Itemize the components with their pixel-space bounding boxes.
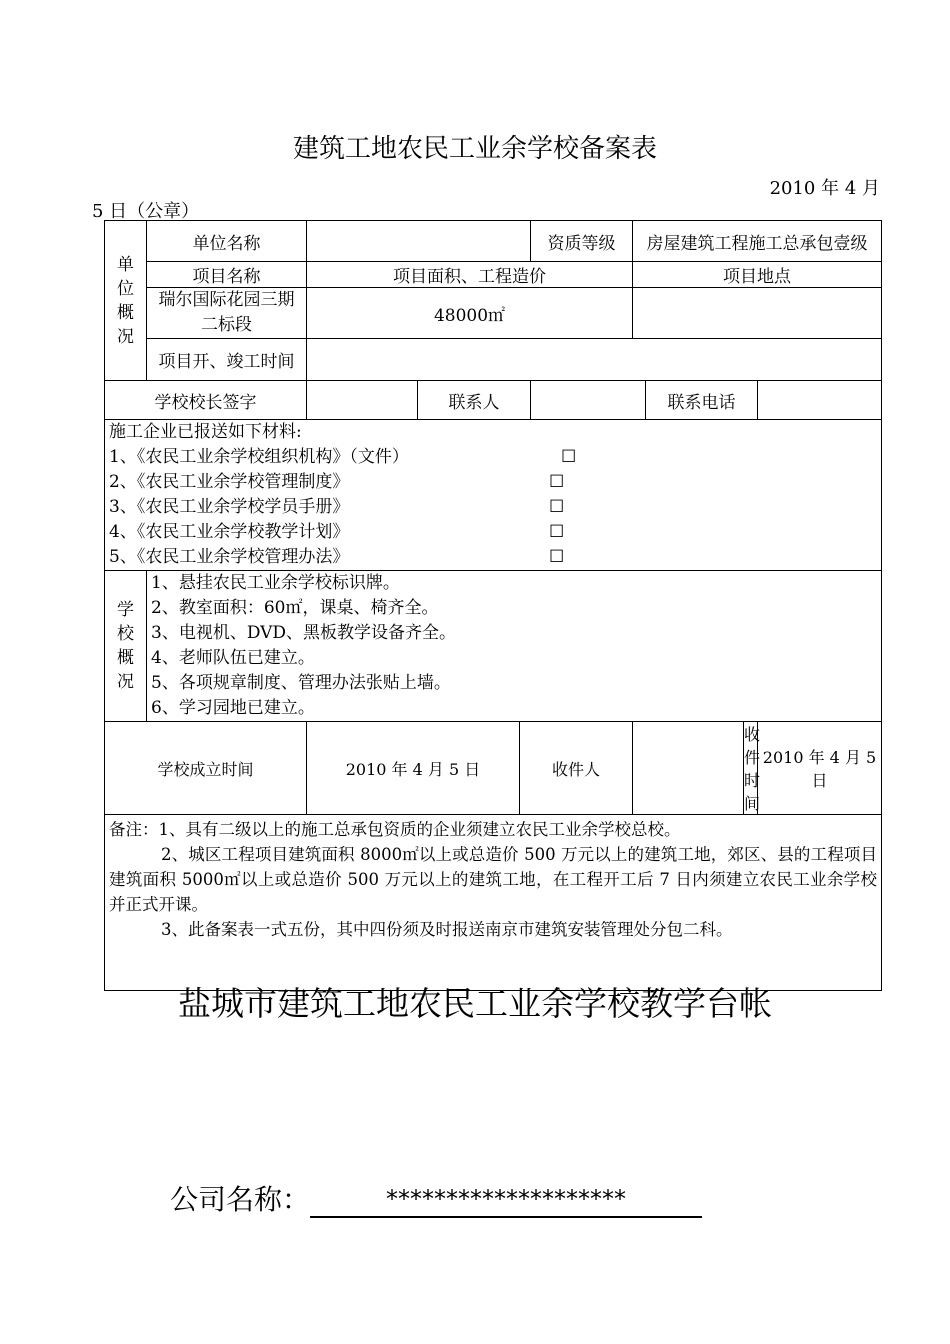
contact-label: 联系人 <box>418 381 531 420</box>
school-items <box>147 571 882 722</box>
establish-label: 学校成立时间 <box>105 722 307 815</box>
receiver-label: 收件人 <box>520 722 633 815</box>
materials-item: 4、《农民工业余学校教学计划》 ☐ <box>109 522 565 542</box>
date-line-2: 5 日（公章） <box>92 201 200 222</box>
notes-section <box>105 815 882 991</box>
date-line-1: 2010 年 4 月 <box>769 178 880 199</box>
project-time-label: 项目开、竣工时间 <box>147 339 307 381</box>
school-item: 1、悬挂农民工业余学校标识牌。 <box>151 573 400 593</box>
school-item: 3、电视机、DVD、黑板教学设备齐全。 <box>151 623 457 643</box>
checkbox-icon[interactable]: ☐ <box>561 447 577 467</box>
materials-item: 1、《农民工业余学校组织机构》（文件） ☐ <box>109 447 577 467</box>
principal-signature[interactable] <box>307 381 418 420</box>
company-name-value[interactable]: ******************** <box>310 1182 702 1218</box>
checkbox-icon[interactable]: ☐ <box>549 497 565 517</box>
checkbox-icon[interactable]: ☐ <box>549 547 565 567</box>
receive-time-value[interactable]: 2010 年 4 月 5 日 <box>758 722 882 815</box>
contact-value[interactable] <box>531 381 646 420</box>
ledger-title: 盐城市建筑工地农民工业余学校教学台帐 <box>178 984 772 1023</box>
project-time-value[interactable] <box>307 339 882 381</box>
project-name-value[interactable]: 瑞尔国际花园三期二标段 <box>147 288 307 339</box>
materials-intro: 施工企业已报送如下材料: <box>109 422 302 442</box>
note-line-1: 备注：1、具有二级以上的施工总承包资质的企业须建立农民工业余学校总校。 <box>109 820 681 839</box>
receiver-value[interactable] <box>633 722 744 815</box>
school-section-label: 学 校 概 况 <box>105 571 147 722</box>
company-name-label: 公司名称： <box>170 1183 311 1216</box>
school-item: 2、教室面积：60㎡，课桌、椅齐全。 <box>151 598 439 618</box>
project-area-value[interactable]: 48000㎡ <box>307 288 633 339</box>
unit-name-label: 单位名称 <box>147 221 307 262</box>
unit-section-label: 单 位 概 况 <box>105 221 147 381</box>
unit-name-value[interactable] <box>307 221 531 262</box>
school-item: 4、老师队伍已建立。 <box>151 648 315 668</box>
principal-label: 学校校长签字 <box>105 381 307 420</box>
project-location-label: 项目地点 <box>633 262 882 288</box>
materials-item: 5、《农民工业余学校管理办法》 ☐ <box>109 547 565 567</box>
project-location-value[interactable] <box>633 288 882 339</box>
project-name-label: 项目名称 <box>147 262 307 288</box>
school-item: 6、学习园地已建立。 <box>151 698 315 718</box>
materials-item: 3、《农民工业余学校学员手册》 ☐ <box>109 497 565 517</box>
qualification-label: 资质等级 <box>531 221 633 262</box>
checkbox-icon[interactable]: ☐ <box>549 522 565 542</box>
phone-value[interactable] <box>758 381 882 420</box>
registration-form-table <box>104 220 882 991</box>
materials-section <box>105 420 882 571</box>
school-item: 5、各项规章制度、管理办法张贴上墙。 <box>151 673 451 693</box>
establish-date[interactable]: 2010 年 4 月 5 日 <box>307 722 520 815</box>
materials-item: 2、《农民工业余学校管理制度》 ☐ <box>109 472 565 492</box>
qualification-value[interactable]: 房屋建筑工程施工总承包壹级 <box>633 221 882 262</box>
receive-time-label: 收件时间 <box>744 722 758 815</box>
note-line-2: 2、城区工程项目建筑面积 8000㎡以上或总造价 500 万元以上的建筑工地，郊区、县的工程项目建筑面积 5000㎡以上或总造价 500 万元以上的建筑工地，在工程开工后 7 日内须建立农民工业余学校并正式开课。 <box>109 845 877 914</box>
company-name-row <box>170 1178 702 1218</box>
phone-label: 联系电话 <box>646 381 758 420</box>
project-area-label: 项目面积、工程造价 <box>307 262 633 288</box>
note-line-3: 3、此备案表一式五份，其中四份须及时报送南京市建筑安装管理处分包二科。 <box>161 920 733 939</box>
form-title: 建筑工地农民工业余学校备案表 <box>292 134 657 164</box>
checkbox-icon[interactable]: ☐ <box>549 472 565 492</box>
